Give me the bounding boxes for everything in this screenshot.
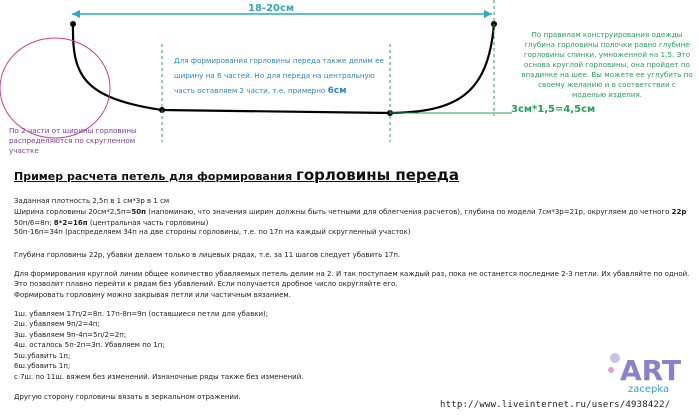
width-arrow-right-head [484, 10, 492, 18]
method-line: Это позволит плавно перейти к рядам без убавлений. Если получается дробное число округляйте его. [14, 280, 398, 288]
center-part-note-line: ширину на 6 частей. Но для переда на центральную [174, 71, 375, 80]
step-line: 4ш. осталось 5п-2п=3п. Убавляем по 1п; [14, 341, 165, 349]
center-part-note [174, 56, 384, 96]
step-line: с 7ш. по 11ш. вяжем без изменений. Изнаночные ряды также без изменений. [14, 373, 304, 381]
center-calc-line: 50п/6=8п; 8*2=16п (центральная часть горловины) [14, 219, 209, 227]
depth-formula: 3см*1,5=4,5см [511, 104, 596, 115]
art-zacepka-logo [606, 348, 696, 396]
method-line: Для формирования круглой линии общее количество убавляемых петель делим на 2. И так поступаем каждый раз, пока не останется последние 2-3 петли. Их убавляйте по одной. [14, 270, 690, 278]
logo-text: ART [620, 354, 682, 387]
section-heading: Пример расчета петель для формирования горловины переда [14, 166, 460, 184]
logo-bubble [608, 367, 614, 373]
heading-emphasis: горловины переда [296, 166, 460, 184]
logo-subtext: zacepka [628, 384, 670, 395]
logo-bubble [610, 353, 620, 363]
step-line: 6ш.убавить 1п; [14, 362, 71, 370]
density-line: Заданная плотность 2,5п в 1 см*3р в 1 см [14, 197, 170, 205]
step-line: 2ш. убавляем 9п/2=4п; [14, 320, 100, 328]
source-url: http://www.liveinternet.ru/users/4938422/ [440, 400, 671, 410]
width-label: 18-20см [248, 3, 295, 14]
depth-rule-note: По правилам конструирования одежды глубина горловины полочки равно глубине горловины спинки, умноженной на 1,5. Это основа круглой горловины, она пройдет по впадинке на шее. Вы можете ее углубить по своему желанию и в соответствии с моделью изделия. [521, 30, 693, 99]
width-calc-line: Ширина горловины 20см*2,5п=50п (напоминаю, что значения ширин должны быть четными для облегчения расчетов), глубина по модели 7см*3р=21р, округляем до четного 22р [14, 208, 687, 216]
step-line: 1ш. убавляем 17п/2=8п. 17п-8п=9п (оставшиеся петли для убавки); [14, 310, 269, 318]
width-arrow-left-head [72, 10, 80, 18]
center-part-note-line: Для формирования горловины переда также делим ее [174, 56, 384, 65]
mirror-note: Другую сторону горловины вязать в зеркальном отражении. [14, 393, 241, 401]
sides-calc-line: 50п-16п=34п (распределяем 34п на две стороны горловины, т.е. по 17п на каждый скругленный участок) [14, 228, 411, 236]
method-line: Формировать горловину можно закрывая петли или частичным вязанием. [14, 291, 291, 299]
step-line: 3ш. убавляем 9п-4п=5п/2=2п; [14, 331, 127, 339]
depth-calc-line: Глубина горловины 22р, убавки делаем только в лицевых рядах, т.е. за 11 шагов следует убавить 17п. [14, 251, 401, 259]
step-line: 5ш.убавить 1п; [14, 352, 71, 360]
center-part-note-line: часть оставляем 2 части, т.е. примерно 6см [174, 86, 347, 96]
center-part-value: 6см [327, 86, 347, 96]
rounded-part-note: По 2 части от ширины горловины распределяются по скругленном участке [9, 126, 137, 155]
curve-endpoint-left [70, 21, 76, 27]
